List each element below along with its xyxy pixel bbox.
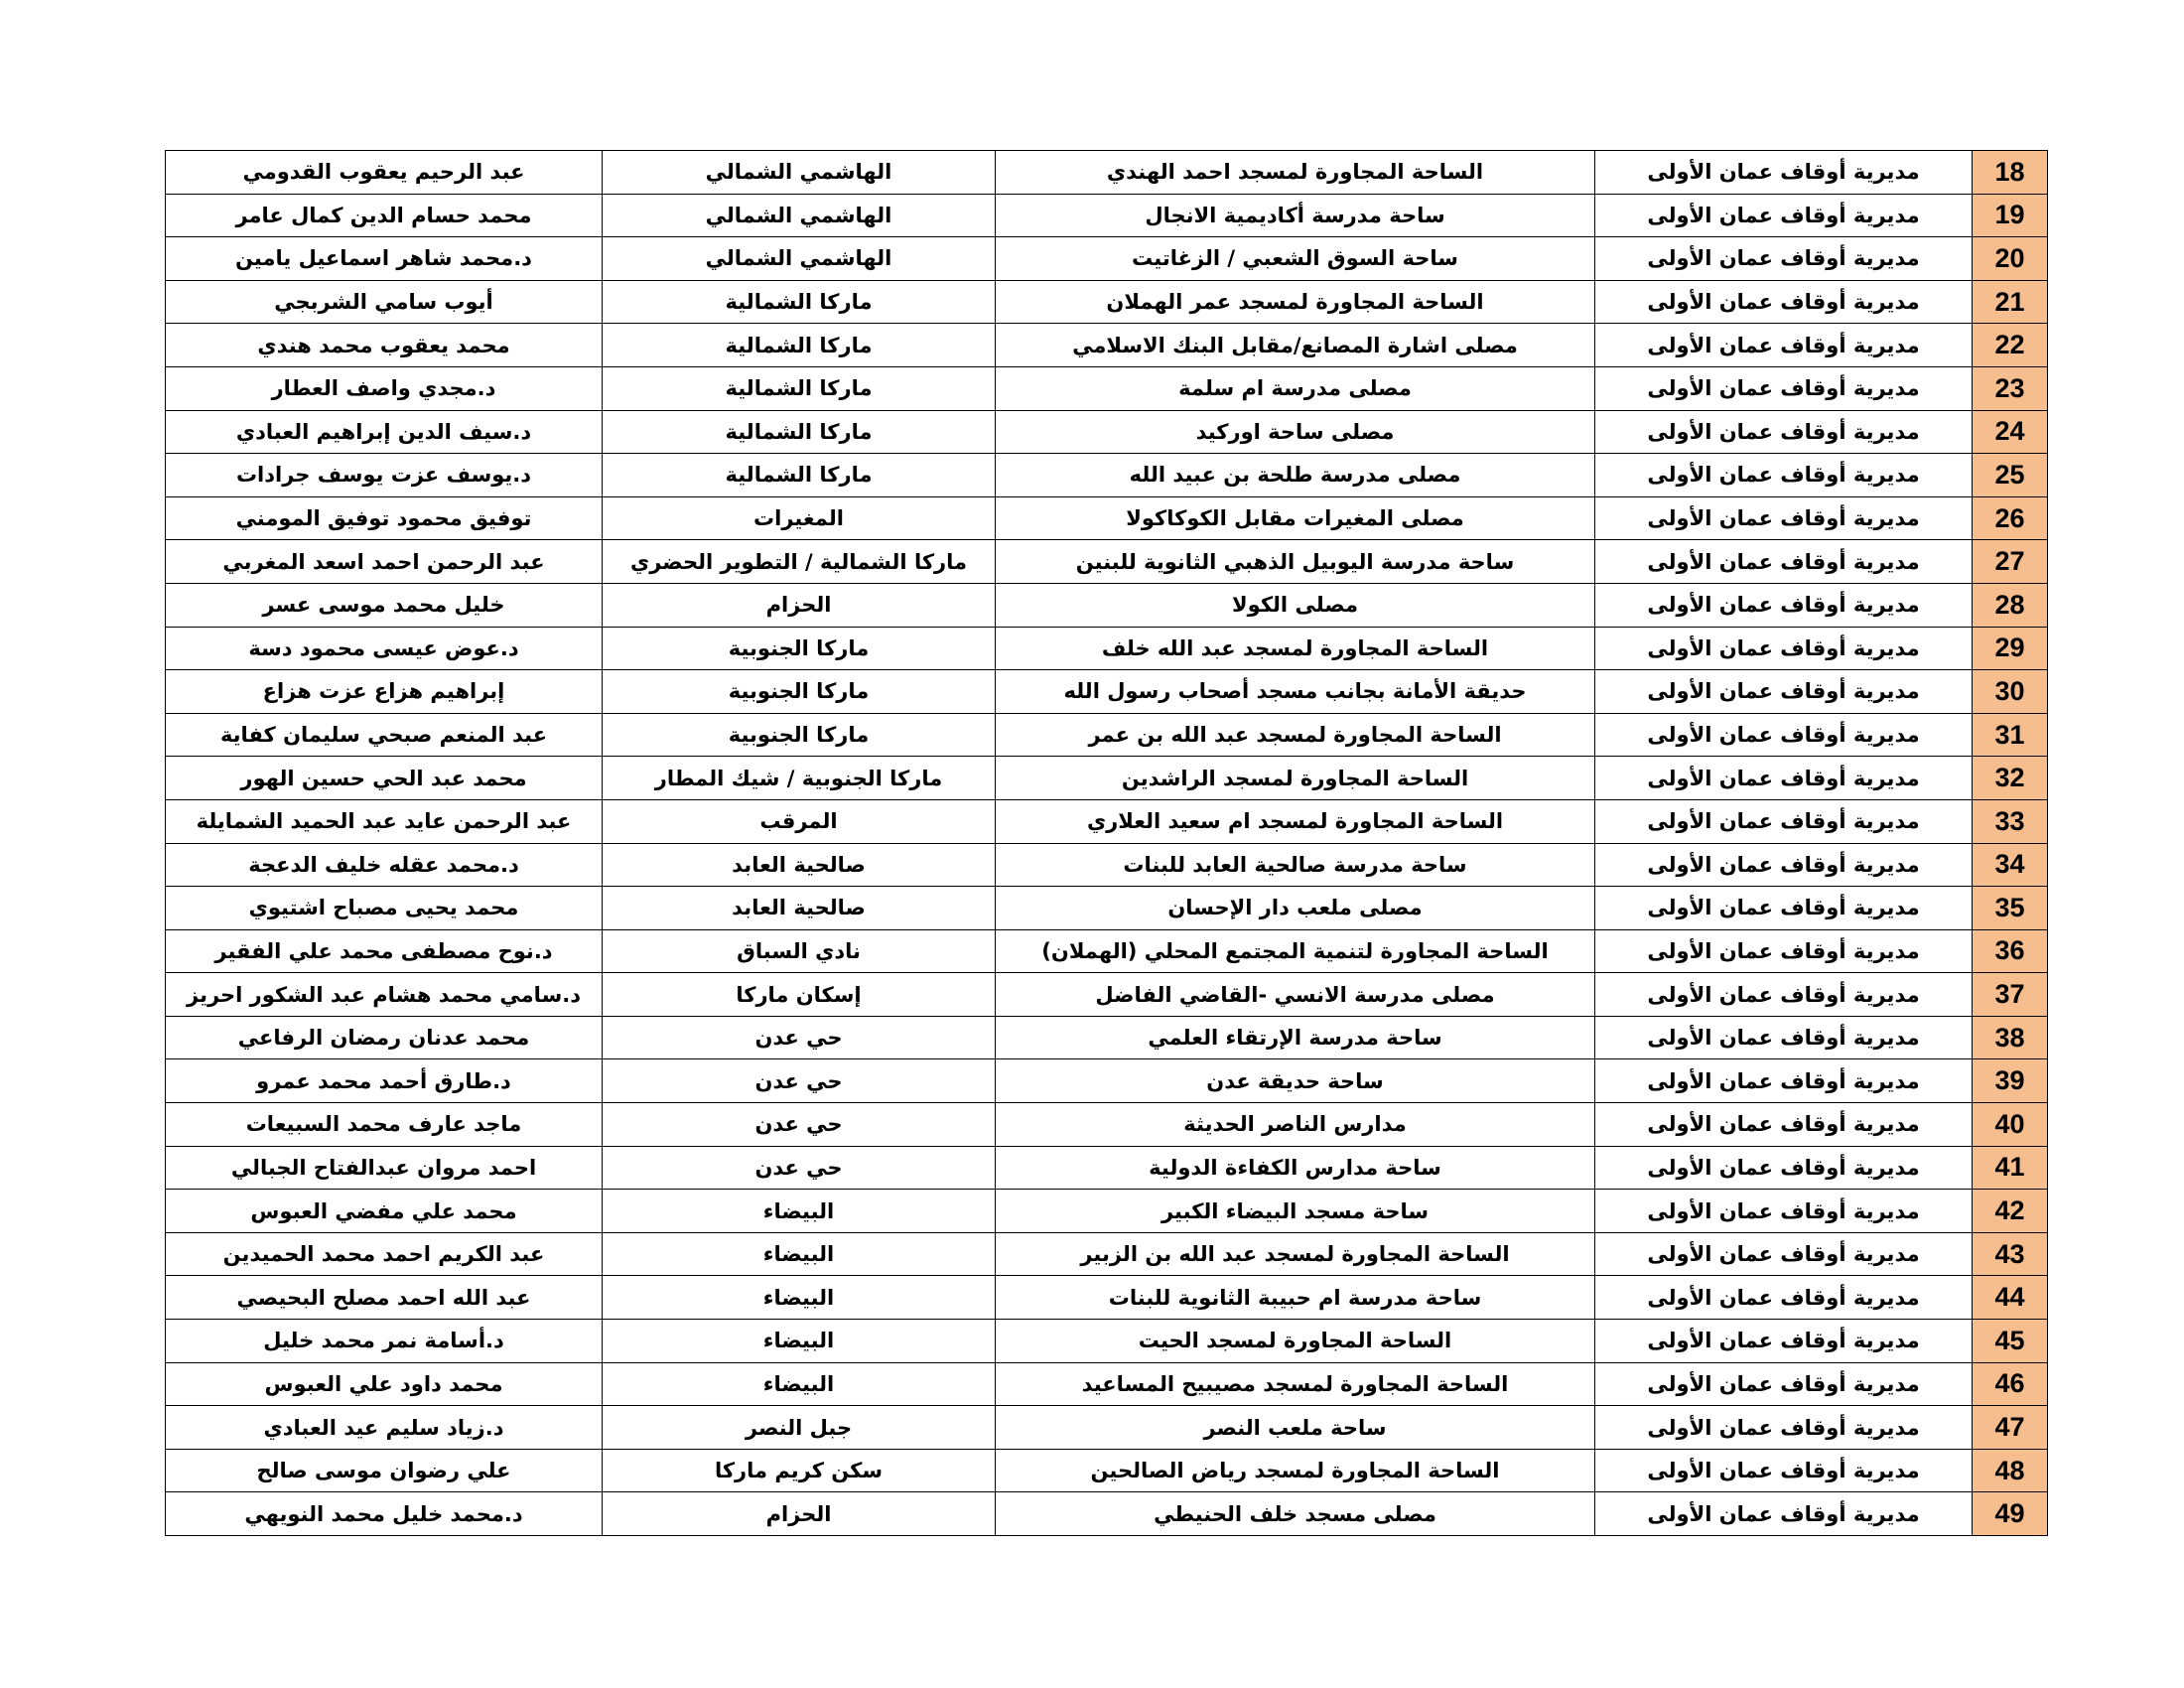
area-cell: حي عدن [603,1016,996,1059]
area-cell: ماركا الجنوبية [603,627,996,670]
area-cell: ماركا الجنوبية [603,670,996,714]
imam-name-cell: محمد عدنان رمضان الرفاعي [166,1016,603,1059]
location-cell: الساحة المجاورة لمسجد عمر الهملان [996,280,1595,324]
row-number: 45 [1973,1320,2048,1363]
imam-name-cell: د.يوسف عزت يوسف جرادات [166,454,603,497]
location-cell: الساحة المجاورة لمسجد مصيبيح المساعيد [996,1362,1595,1406]
row-number: 26 [1973,496,2048,540]
row-number: 46 [1973,1362,2048,1406]
table-row [166,757,2048,800]
directorate-cell: مديرية أوقاف عمان الأولى [1595,1492,1973,1536]
imam-name-cell: محمد علي مفضي العبوس [166,1190,603,1233]
location-cell: ساحة مدارس الكفاءة الدولية [996,1146,1595,1190]
imam-name-cell: د.سامي محمد هشام عبد الشكور احريز [166,973,603,1017]
area-cell: ماركا الجنوبية [603,713,996,757]
area-cell: ماركا الشمالية [603,410,996,454]
row-number: 30 [1973,670,2048,714]
row-number: 41 [1973,1146,2048,1190]
table-row [166,410,2048,454]
directorate-cell: مديرية أوقاف عمان الأولى [1595,540,1973,584]
imam-name-cell: محمد داود علي العبوس [166,1362,603,1406]
directorate-cell: مديرية أوقاف عمان الأولى [1595,627,1973,670]
directorate-cell: مديرية أوقاف عمان الأولى [1595,410,1973,454]
row-number: 48 [1973,1449,2048,1492]
imam-name-cell: د.محمد خليل محمد النويهي [166,1492,603,1536]
area-cell: ماركا الشمالية [603,280,996,324]
imam-name-cell: د.سيف الدين إبراهيم العبادي [166,410,603,454]
directorate-cell: مديرية أوقاف عمان الأولى [1595,1406,1973,1450]
directorate-cell: مديرية أوقاف عمان الأولى [1595,583,1973,627]
directorate-cell: مديرية أوقاف عمان الأولى [1595,1449,1973,1492]
location-cell: مصلى ملعب دار الإحسان [996,887,1595,930]
directorate-cell: مديرية أوقاف عمان الأولى [1595,194,1973,237]
imam-name-cell: د.محمد عقله خليف الدعجة [166,843,603,887]
location-cell: ساحة مسجد البيضاء الكبير [996,1190,1595,1233]
directorate-cell: مديرية أوقاف عمان الأولى [1595,324,1973,367]
prayer-locations-table [165,150,2048,1536]
row-number: 44 [1973,1276,2048,1320]
directorate-cell: مديرية أوقاف عمان الأولى [1595,496,1973,540]
directorate-cell: مديرية أوقاف عمان الأولى [1595,237,1973,281]
table-row [166,1059,2048,1103]
table-row [166,973,2048,1017]
area-cell: البيضاء [603,1232,996,1276]
row-number: 34 [1973,843,2048,887]
area-cell: البيضاء [603,1276,996,1320]
row-number: 35 [1973,887,2048,930]
imam-name-cell: د.أسامة نمر محمد خليل [166,1320,603,1363]
directorate-cell: مديرية أوقاف عمان الأولى [1595,843,1973,887]
row-number: 29 [1973,627,2048,670]
location-cell: مصلى مسجد خلف الحنيطي [996,1492,1595,1536]
table-row [166,670,2048,714]
row-number: 21 [1973,280,2048,324]
directorate-cell: مديرية أوقاف عمان الأولى [1595,929,1973,973]
table-row [166,887,2048,930]
directorate-cell: مديرية أوقاف عمان الأولى [1595,670,1973,714]
imam-name-cell: د.طارق أحمد محمد عمرو [166,1059,603,1103]
table-row [166,454,2048,497]
row-number: 20 [1973,237,2048,281]
row-number: 39 [1973,1059,2048,1103]
table-row [166,1190,2048,1233]
table-row [166,1492,2048,1536]
area-cell: المرقب [603,799,996,843]
table-row [166,1449,2048,1492]
imam-name-cell: احمد مروان عبدالفتاح الجبالي [166,1146,603,1190]
area-cell: ماركا الشمالية / التطوير الحضري [603,540,996,584]
table-row [166,1232,2048,1276]
directorate-cell: مديرية أوقاف عمان الأولى [1595,366,1973,410]
row-number: 31 [1973,713,2048,757]
location-cell: ساحة حديقة عدن [996,1059,1595,1103]
row-number: 32 [1973,757,2048,800]
imam-name-cell: أيوب سامي الشربجي [166,280,603,324]
area-cell: الهاشمي الشمالي [603,194,996,237]
location-cell: مصلى مدرسة ام سلمة [996,366,1595,410]
location-cell: ساحة مدرسة ام حبيبة الثانوية للبنات [996,1276,1595,1320]
table-row [166,280,2048,324]
imam-name-cell: محمد يعقوب محمد هندي [166,324,603,367]
directorate-cell: مديرية أوقاف عمان الأولى [1595,1362,1973,1406]
row-number: 18 [1973,151,2048,195]
location-cell: ساحة ملعب النصر [996,1406,1595,1450]
imam-name-cell: د.محمد شاهر اسماعيل يامين [166,237,603,281]
area-cell: حي عدن [603,1103,996,1147]
directorate-cell: مديرية أوقاف عمان الأولى [1595,1146,1973,1190]
directorate-cell: مديرية أوقاف عمان الأولى [1595,1016,1973,1059]
location-cell: مدارس الناصر الحديثة [996,1103,1595,1147]
row-number: 23 [1973,366,2048,410]
table-row [166,1016,2048,1059]
directorate-cell: مديرية أوقاف عمان الأولى [1595,757,1973,800]
location-cell: ساحة مدرسة الإرتقاء العلمي [996,1016,1595,1059]
table-row [166,324,2048,367]
area-cell: البيضاء [603,1362,996,1406]
directorate-cell: مديرية أوقاف عمان الأولى [1595,454,1973,497]
table-row [166,583,2048,627]
table-row [166,627,2048,670]
area-cell: البيضاء [603,1320,996,1363]
location-cell: مصلى المغيرات مقابل الكوكاكولا [996,496,1595,540]
location-cell: ساحة مدرسة صالحية العابد للبنات [996,843,1595,887]
table-row [166,1103,2048,1147]
table-row [166,540,2048,584]
location-cell: حديقة الأمانة بجانب مسجد أصحاب رسول الله [996,670,1595,714]
area-cell: الحزام [603,1492,996,1536]
row-number: 24 [1973,410,2048,454]
location-cell: مصلى اشارة المصانع/مقابل البنك الاسلامي [996,324,1595,367]
area-cell: البيضاء [603,1190,996,1233]
table-row [166,1320,2048,1363]
directorate-cell: مديرية أوقاف عمان الأولى [1595,1190,1973,1233]
directorate-cell: مديرية أوقاف عمان الأولى [1595,973,1973,1017]
location-cell: ساحة السوق الشعبي / الزغاتيت [996,237,1595,281]
area-cell: إسكان ماركا [603,973,996,1017]
imam-name-cell: عبد الرحيم يعقوب القدومي [166,151,603,195]
location-cell: الساحة المجاورة لمسجد ام سعيد العلاري [996,799,1595,843]
imam-name-cell: توفيق محمود توفيق المومني [166,496,603,540]
area-cell: ماركا الشمالية [603,366,996,410]
table-row [166,194,2048,237]
table-row [166,713,2048,757]
directorate-cell: مديرية أوقاف عمان الأولى [1595,713,1973,757]
location-cell: الساحة المجاورة لمسجد احمد الهندي [996,151,1595,195]
area-cell: الهاشمي الشمالي [603,237,996,281]
directorate-cell: مديرية أوقاف عمان الأولى [1595,280,1973,324]
row-number: 37 [1973,973,2048,1017]
imam-name-cell: د.نوح مصطفى محمد علي الفقير [166,929,603,973]
imam-name-cell: عبد الرحمن احمد اسعد المغربي [166,540,603,584]
area-cell: جبل النصر [603,1406,996,1450]
location-cell: مصلى ساحة اوركيد [996,410,1595,454]
table-row [166,237,2048,281]
area-cell: صالحية العابد [603,887,996,930]
table-body [166,151,2048,1536]
directorate-cell: مديرية أوقاف عمان الأولى [1595,1276,1973,1320]
area-cell: سكن كريم ماركا [603,1449,996,1492]
area-cell: المغيرات [603,496,996,540]
imam-name-cell: خليل محمد موسى عسر [166,583,603,627]
directorate-cell: مديرية أوقاف عمان الأولى [1595,1103,1973,1147]
row-number: 25 [1973,454,2048,497]
row-number: 47 [1973,1406,2048,1450]
row-number: 42 [1973,1190,2048,1233]
table-row [166,843,2048,887]
imam-name-cell: محمد يحيى مصباح اشتيوي [166,887,603,930]
table-row [166,496,2048,540]
imam-name-cell: د.زياد سليم عيد العبادي [166,1406,603,1450]
imam-name-cell: إبراهيم هزاع عزت هزاع [166,670,603,714]
location-cell: الساحة المجاورة لمسجد الحيت [996,1320,1595,1363]
row-number: 49 [1973,1492,2048,1536]
row-number: 19 [1973,194,2048,237]
location-cell: الساحة المجاورة لتنمية المجتمع المحلي (الهملان) [996,929,1595,973]
area-cell: ماركا الجنوبية / شيك المطار [603,757,996,800]
row-number: 28 [1973,583,2048,627]
location-cell: مصلى مدرسة الانسي -القاضي الفاضل [996,973,1595,1017]
area-cell: نادي السباق [603,929,996,973]
imam-name-cell: عبد الرحمن عايد عبد الحميد الشمايلة [166,799,603,843]
directorate-cell: مديرية أوقاف عمان الأولى [1595,1232,1973,1276]
area-cell: ماركا الشمالية [603,454,996,497]
area-cell: صالحية العابد [603,843,996,887]
table-row [166,151,2048,195]
row-number: 33 [1973,799,2048,843]
table-row [166,366,2048,410]
imam-name-cell: عبد الله احمد مصلح البحيصي [166,1276,603,1320]
location-cell: الساحة المجاورة لمسجد عبد الله خلف [996,627,1595,670]
area-cell: ماركا الشمالية [603,324,996,367]
row-number: 43 [1973,1232,2048,1276]
imam-name-cell: د.مجدي واصف العطار [166,366,603,410]
area-cell: حي عدن [603,1146,996,1190]
area-cell: الحزام [603,583,996,627]
table-row [166,929,2048,973]
location-cell: الساحة المجاورة لمسجد رياض الصالحين [996,1449,1595,1492]
directorate-cell: مديرية أوقاف عمان الأولى [1595,799,1973,843]
imam-name-cell: محمد عبد الحي حسين الهور [166,757,603,800]
row-number: 40 [1973,1103,2048,1147]
location-cell: ساحة مدرسة أكاديمية الانجال [996,194,1595,237]
location-cell: مصلى مدرسة طلحة بن عبيد الله [996,454,1595,497]
row-number: 36 [1973,929,2048,973]
directorate-cell: مديرية أوقاف عمان الأولى [1595,1059,1973,1103]
row-number: 27 [1973,540,2048,584]
area-cell: الهاشمي الشمالي [603,151,996,195]
imam-name-cell: د.عوض عيسى محمود دسة [166,627,603,670]
location-cell: الساحة المجاورة لمسجد عبد الله بن الزبير [996,1232,1595,1276]
imam-name-cell: علي رضوان موسى صالح [166,1449,603,1492]
row-number: 22 [1973,324,2048,367]
location-cell: الساحة المجاورة لمسجد عبد الله بن عمر [996,713,1595,757]
imam-name-cell: عبد الكريم احمد محمد الحميدين [166,1232,603,1276]
location-cell: ساحة مدرسة اليوبيل الذهبي الثانوية للبنين [996,540,1595,584]
area-cell: حي عدن [603,1059,996,1103]
imam-name-cell: محمد حسام الدين كمال عامر [166,194,603,237]
table-row [166,1406,2048,1450]
table-row [166,799,2048,843]
location-cell: مصلى الكولا [996,583,1595,627]
table-row [166,1362,2048,1406]
table-row [166,1276,2048,1320]
location-cell: الساحة المجاورة لمسجد الراشدين [996,757,1595,800]
directorate-cell: مديرية أوقاف عمان الأولى [1595,151,1973,195]
table-row [166,1146,2048,1190]
imam-name-cell: عبد المنعم صبحي سليمان كفاية [166,713,603,757]
directorate-cell: مديرية أوقاف عمان الأولى [1595,887,1973,930]
directorate-cell: مديرية أوقاف عمان الأولى [1595,1320,1973,1363]
imam-name-cell: ماجد عارف محمد السبيعات [166,1103,603,1147]
row-number: 38 [1973,1016,2048,1059]
